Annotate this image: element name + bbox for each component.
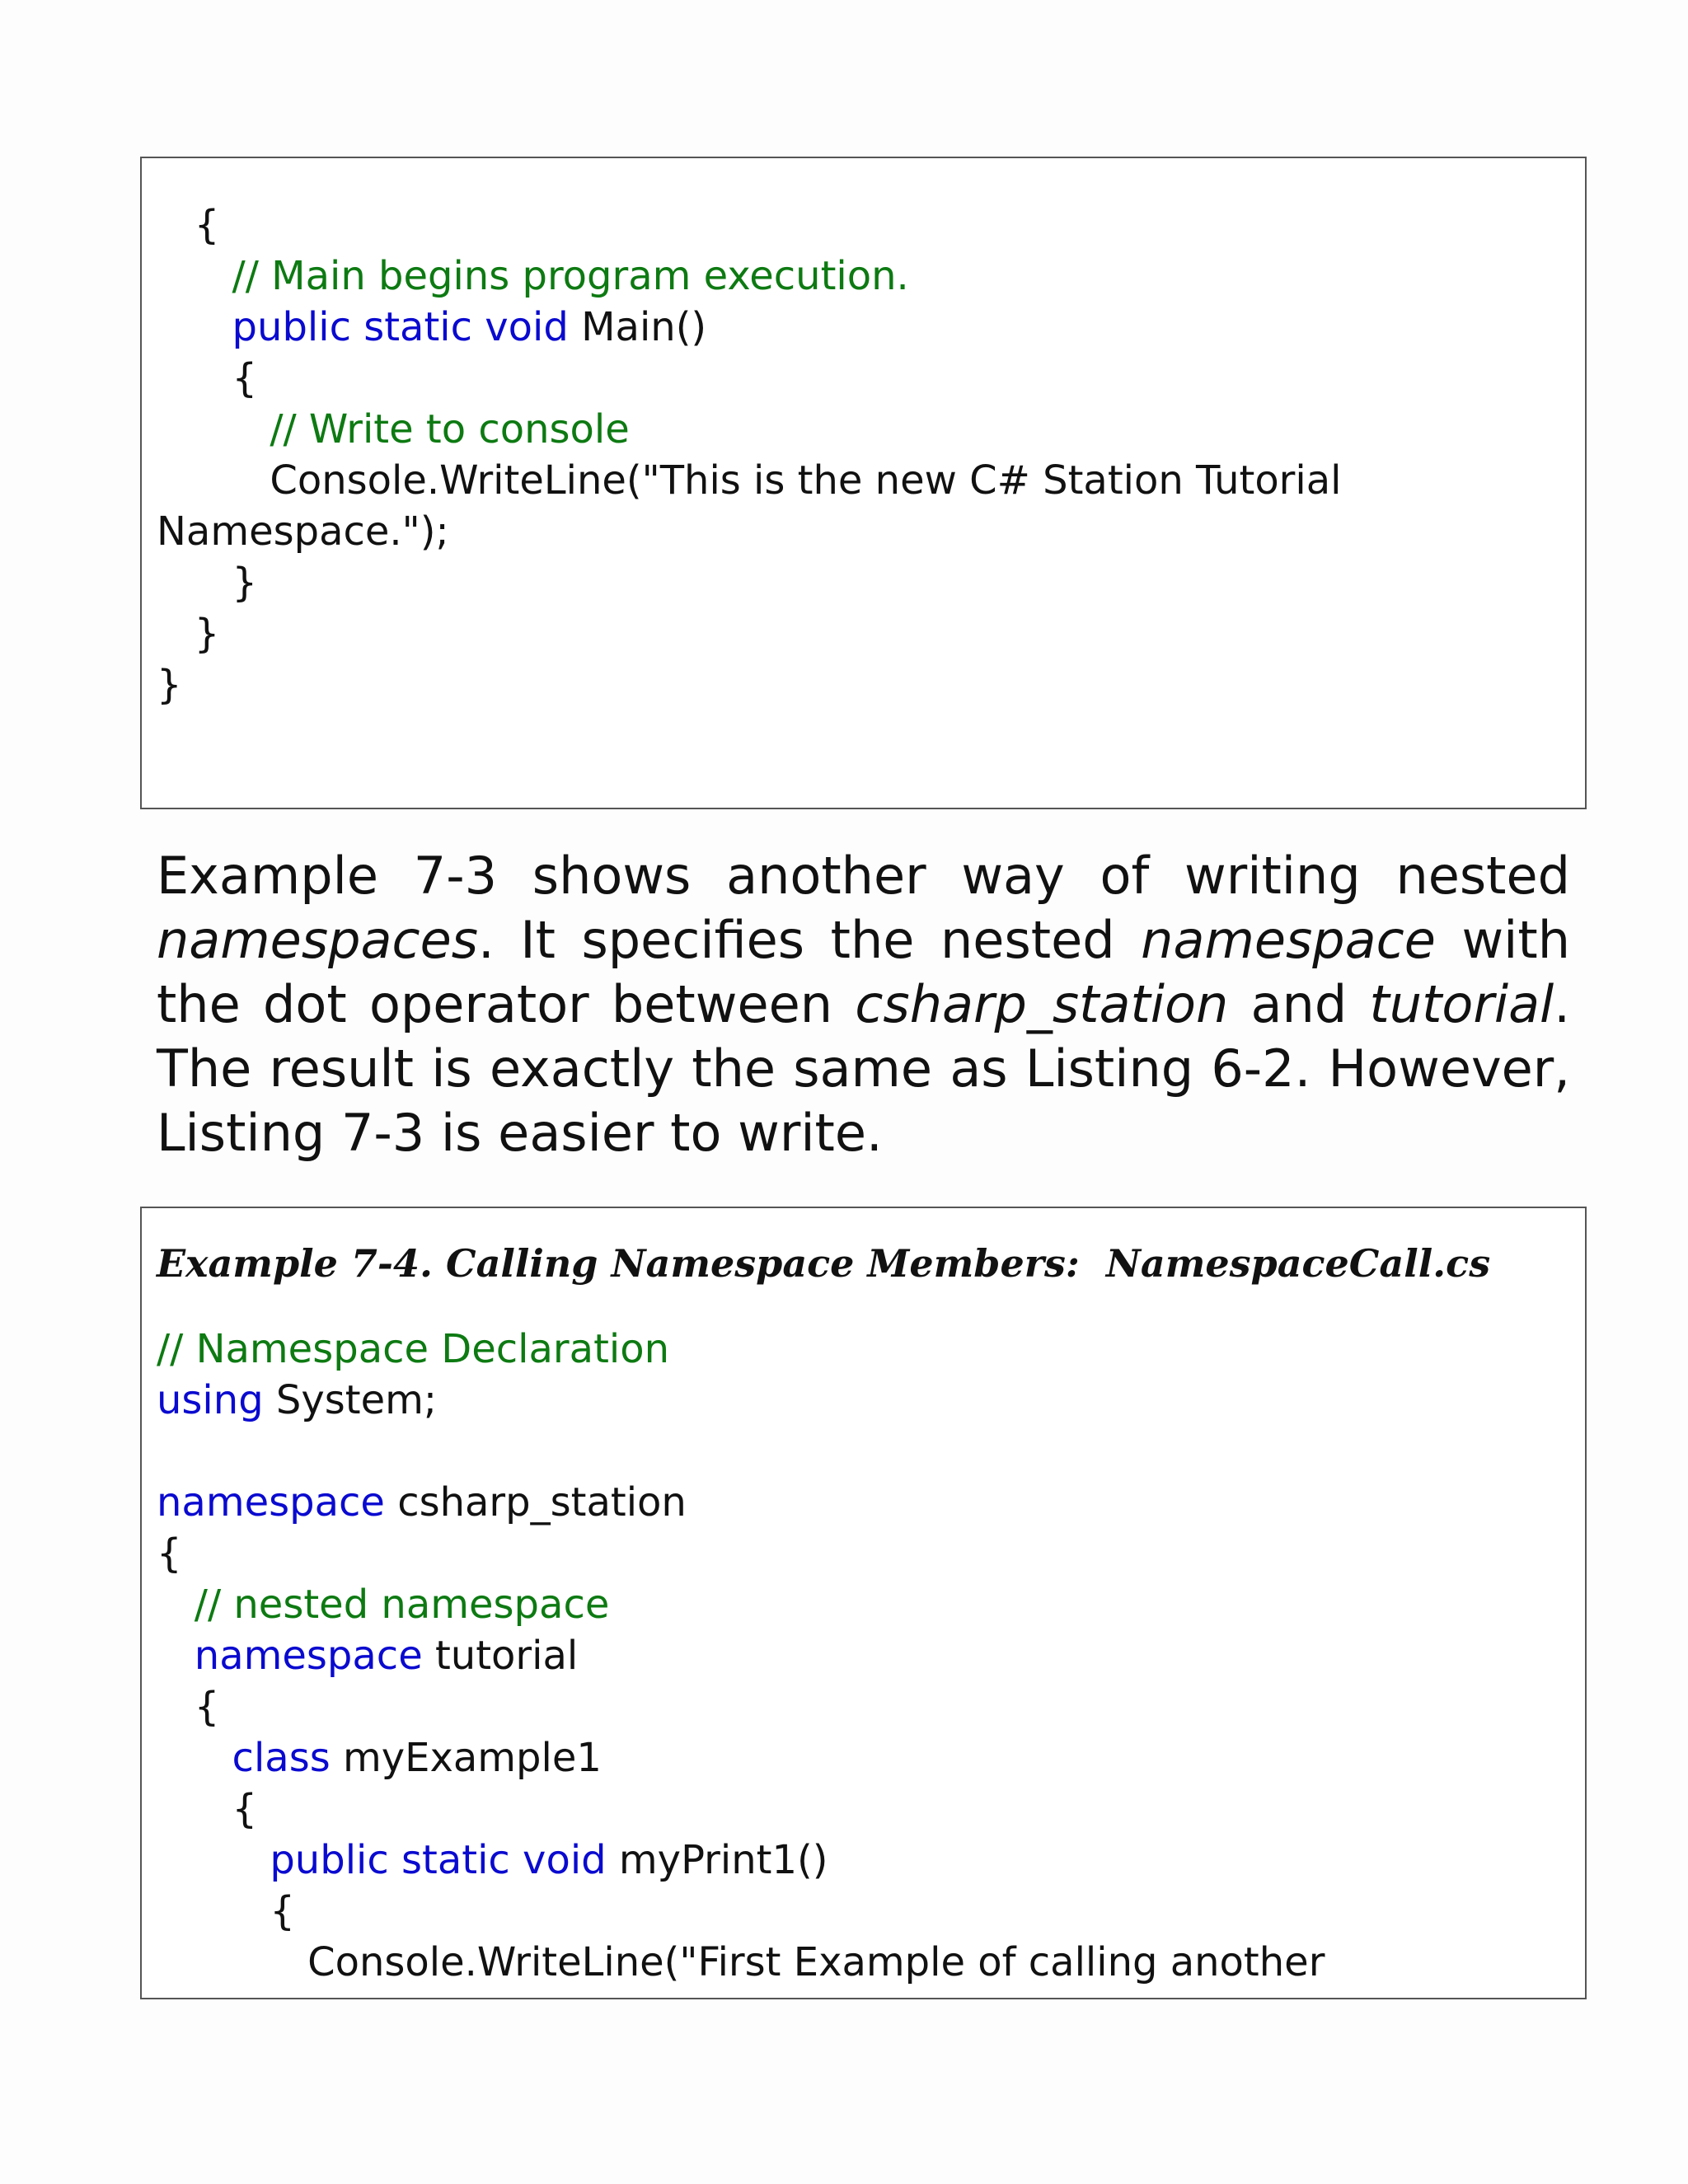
code-text: Main()	[568, 304, 707, 350]
code-line	[157, 1579, 1325, 1630]
code-comment: // Write to console	[270, 406, 630, 452]
code-line	[157, 404, 1342, 455]
code-keyword: class	[232, 1735, 331, 1781]
code-line	[157, 1477, 1325, 1528]
code-line	[157, 302, 1342, 353]
code-text: }	[157, 662, 182, 708]
listing-caption: Example 7-4. Calling Namespace Members: NamespaceCall.cs	[157, 1241, 1491, 1286]
code-line	[157, 199, 1342, 251]
code-text: Console.WriteLine("First Example of calling another	[307, 1939, 1325, 1985]
paragraph-text: Example 7-3 shows another way of writing nested	[157, 846, 1570, 906]
code-line	[157, 1732, 1325, 1783]
code-text: }	[232, 560, 258, 606]
paragraph-text: . It specifies the nested	[478, 910, 1142, 970]
italic-term: csharp_station	[855, 974, 1229, 1034]
code-text: {	[232, 1786, 258, 1832]
code-line	[157, 506, 1342, 557]
code-line	[157, 1630, 1325, 1681]
code-line	[157, 1375, 1325, 1426]
code-line	[157, 1886, 1325, 1937]
code-line	[157, 1783, 1325, 1835]
code-line	[157, 1835, 1325, 1886]
code-line	[157, 1324, 1325, 1375]
italic-term: namespaces	[157, 910, 479, 970]
code-text: {	[232, 355, 258, 401]
code-text: }	[194, 611, 220, 657]
code-line	[157, 659, 1342, 710]
code-line	[157, 1426, 1325, 1477]
code-line	[157, 1937, 1325, 1988]
code-listing-bottom	[140, 1207, 1587, 1999]
code-keyword: public static void	[232, 304, 569, 350]
code-text: myExample1	[330, 1735, 602, 1781]
code-line	[157, 1528, 1325, 1579]
paragraph-text: . The result is exactly the same as Listing 6-2. However, Listing 7-3 is easier to write.	[157, 974, 1570, 1163]
code-keyword: public static void	[270, 1837, 607, 1883]
code-line	[157, 608, 1342, 659]
code-line	[157, 1681, 1325, 1732]
code-block	[157, 199, 1342, 710]
code-keyword: using	[157, 1377, 264, 1423]
code-line	[157, 251, 1342, 302]
code-text: Namespace.");	[157, 509, 449, 555]
code-text: {	[270, 1888, 295, 1934]
code-listing-top	[140, 157, 1587, 809]
code-text: {	[194, 202, 220, 248]
paragraph-text: and	[1228, 974, 1370, 1034]
code-line	[157, 455, 1342, 506]
code-line	[157, 353, 1342, 404]
code-text: myPrint1()	[606, 1837, 828, 1883]
code-text: System;	[263, 1377, 438, 1423]
code-text: {	[194, 1684, 220, 1730]
code-block	[157, 1324, 1325, 1988]
code-text: {	[157, 1530, 182, 1577]
code-text: csharp_station	[384, 1479, 687, 1526]
code-comment: // nested namespace	[194, 1582, 610, 1628]
code-text: Console.WriteLine("This is the new C# Station Tutorial	[270, 457, 1342, 504]
code-keyword: namespace	[157, 1479, 385, 1526]
code-keyword: namespace	[194, 1633, 423, 1679]
italic-term: namespace	[1141, 910, 1436, 970]
italic-term: tutorial	[1369, 974, 1554, 1034]
code-line	[157, 557, 1342, 608]
code-comment: // Main begins program execution.	[232, 253, 909, 299]
code-comment: // Namespace Declaration	[157, 1326, 670, 1372]
paragraph-text: with the dot operator between	[157, 910, 1570, 1034]
body-paragraph	[157, 844, 1570, 1165]
code-text: tutorial	[422, 1633, 579, 1679]
